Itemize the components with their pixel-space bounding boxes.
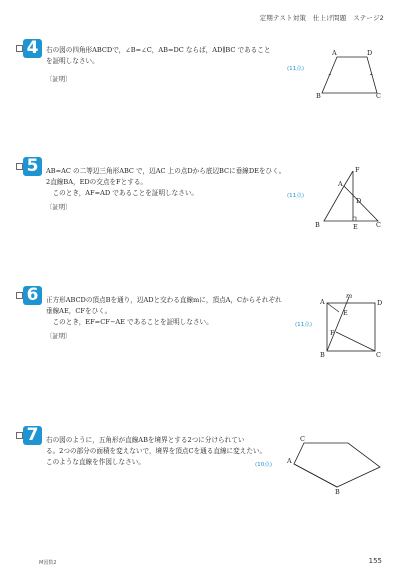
problem-line: 右の図のように，五角形が直線ABを境界とする2つに分けられてい xyxy=(46,436,245,444)
proof-label: 〔証明〕 xyxy=(46,203,72,211)
checkbox[interactable] xyxy=(16,432,23,439)
label-D: D xyxy=(377,299,383,307)
label-E: E xyxy=(343,309,348,317)
label-m: m xyxy=(346,292,353,300)
score-label: (10点) xyxy=(255,462,273,468)
label-B: B xyxy=(335,488,340,496)
label-C: C xyxy=(300,435,305,443)
problem-line: る。2つの部分の面積を変えないで，境界を頂点Cを通る直線に変えたい。 xyxy=(46,447,267,455)
label-F: F xyxy=(355,166,360,174)
label-C: C xyxy=(376,92,381,100)
label-A: A xyxy=(287,457,292,465)
label-B: B xyxy=(315,221,320,229)
label-C: C xyxy=(376,351,381,359)
isosceles-triangle-figure xyxy=(312,165,392,235)
problem-line: AB=AC の二等辺三角形ABC で，辺AC 上の点Dから底辺BCに垂線DEをひく。 xyxy=(46,167,286,175)
problem-number-badge: 6 xyxy=(23,286,42,305)
label-B: B xyxy=(316,92,321,100)
trapezoid-figure xyxy=(310,48,390,98)
problem-line: このとき，EF=CF−AE であることを証明しなさい。 xyxy=(46,318,213,326)
label-B: B xyxy=(320,351,325,359)
problem-number-badge: 4 xyxy=(23,39,42,58)
problem-line: このとき，AF=AD であることを証明しなさい。 xyxy=(46,189,199,197)
checkbox[interactable] xyxy=(16,163,23,170)
problem-line: を証明しなさい。 xyxy=(46,57,99,65)
problem-text xyxy=(46,435,266,468)
problem-line: 垂線AE，CFをひく。 xyxy=(46,307,112,315)
label-E: E xyxy=(353,223,358,231)
score-label: (11点) xyxy=(287,66,305,72)
label-C: C xyxy=(376,221,381,229)
label-D: D xyxy=(356,197,362,205)
checkbox[interactable] xyxy=(16,292,23,299)
label-D: D xyxy=(367,49,373,57)
proof-label: 〔証明〕 xyxy=(46,75,72,83)
score-label: (11点) xyxy=(287,193,305,199)
square-figure xyxy=(318,292,388,370)
page-number: 155 xyxy=(368,557,382,565)
proof-label: 〔証明〕 xyxy=(46,332,72,340)
problem-text xyxy=(46,45,270,67)
label-A: A xyxy=(332,49,337,57)
problem-line: このような直線を作図しなさい。 xyxy=(46,458,145,466)
problem-number-badge: 5 xyxy=(23,157,42,176)
pentagon-figure xyxy=(283,432,393,502)
label-F: F xyxy=(330,329,335,337)
label-A: A xyxy=(320,298,325,306)
problem-line: 2直線BA，EDの交点をFとする。 xyxy=(46,178,148,186)
footer-code: M図数2 xyxy=(39,560,57,566)
problem-number-badge: 7 xyxy=(23,426,42,445)
problem-line: 右の図の四角形ABCDで，∠B=∠C，AB=DC ならば，AD∥BC であること xyxy=(46,46,271,54)
checkbox[interactable] xyxy=(16,45,23,52)
problem-line: 正方形ABCDの頂点Bを通り，辺ADと交わる直線mに，頂点A，Cからそれぞれ xyxy=(46,296,282,304)
label-A: A xyxy=(338,180,343,188)
problem-text xyxy=(46,295,282,328)
page-header: 定期テスト対策 仕上げ問題 ステージ2 xyxy=(259,14,384,22)
score-label: (11点) xyxy=(295,322,313,328)
problem-text xyxy=(46,166,285,199)
